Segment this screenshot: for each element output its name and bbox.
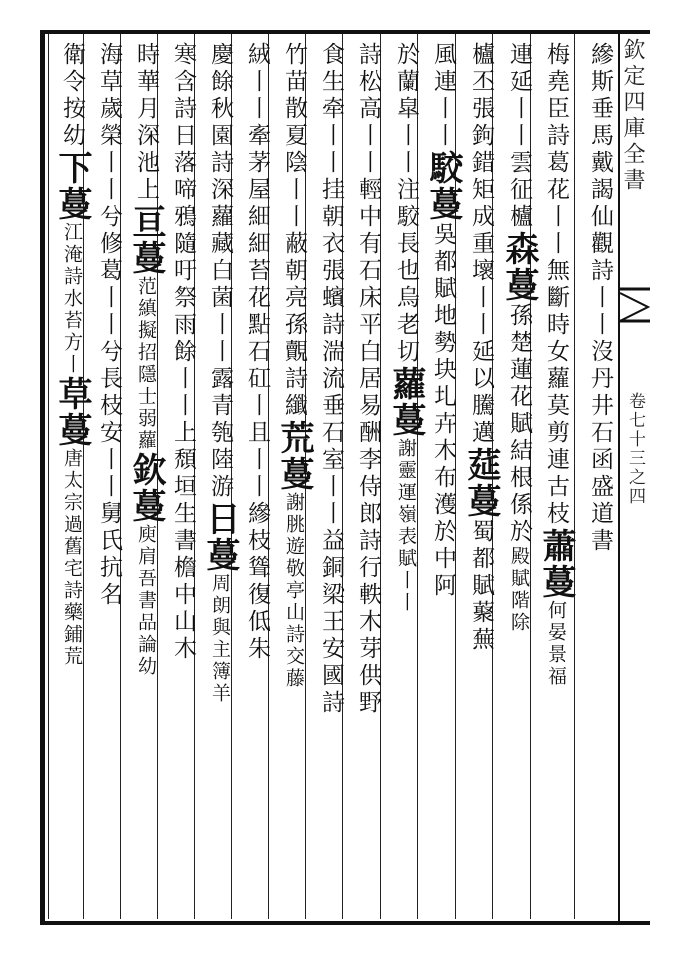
entry-headword: 蕭蔓 [536,528,576,600]
entry-headword: 欽蔓 [126,452,166,524]
body-text: 詩松高丨丨輕中有石床平白居易酬李侍郎詩行軼木芽供野 [355,42,381,717]
body-text: 縿斯垂馬戴謁仙觀詩丨丨沒丹井石函盛道書 [587,42,613,555]
text-column-6 [386,42,426,912]
body-text: 連延丨丨雲征櫨 [506,42,532,231]
annotation-text: 謝靈運嶺表賦丨丨 [395,438,417,614]
body-text: 孫楚蓮花賦結根係於 [506,303,532,546]
entry-headword: 日蔓 [200,501,240,573]
body-text: 丨且丨丨縿枝聳復低朱 [244,393,270,663]
volume-label: 卷七十三之四 [625,392,645,506]
text-column-3 [499,42,539,912]
body-text: 生書檐中山木 [170,501,196,663]
entry-headword: 莚蔓 [461,447,501,519]
body-text: 絨丨丨牽茅屋細細苔花點石矼 [244,42,270,393]
text-column-8 [311,42,351,912]
text-column-13 [126,42,166,912]
text-column-15 [52,42,92,912]
annotation-text: 殿賦階除 [508,546,530,634]
body-text: 重壞丨丨延以騰邁 [468,231,494,447]
body-text: 吳都賦地勢块圠卉木 [430,222,456,465]
body-text: 安丨丨舅氏抗名 [96,420,122,609]
fish-tail-icon [620,285,650,325]
body-text: 梅堯臣詩葛花丨丨無斷時女蘿莫剪連古枝 [543,42,569,528]
entry-headword: 蘿蔓 [386,366,426,438]
annotation-text: 謝朓遊敬亭山詩交藤 [283,492,305,690]
entry-headword: 草蔓 [52,376,92,448]
entry-headword: 亘蔓 [126,204,166,276]
body-text: 蜀都賦藂蕪 [468,519,494,654]
body-text: 食生牵丨丨挂朝衣張蠙詩湍流垂石室丨丨益銅梁王安國詩 [318,42,344,717]
text-column-11 [200,42,240,912]
entry-headword: 荒蔓 [274,420,314,492]
annotation-text: 范縝擬招隱士弱蘿 [135,276,157,452]
text-column-14 [89,42,129,912]
text-column-9 [274,42,314,912]
text-column-4 [461,42,501,912]
text-column-1 [580,42,620,912]
body-text: 竹苗散夏陰丨丨蔽朝亮孫覿詩纖 [281,42,307,420]
text-column-12 [163,42,203,912]
column-divider [48,34,49,919]
body-text: 於蘭皐 [393,42,419,123]
body-text: 兮修葛丨丨兮長枝 [96,204,122,420]
fish-tail-mark [620,285,650,325]
body-text: 櫨丕張鉤錯矩成 [468,42,494,231]
annotation-text: 江淹詩水苔方丨 [61,222,83,376]
body-text: 布濩於中阿 [430,465,456,600]
body-text: 丨丨注駮長也烏老切 [393,123,419,366]
text-column-10 [237,42,277,912]
body-text: 風連丨丨 [430,42,456,150]
body-text: 衛令按幼 [59,42,85,150]
entry-headword: 駮蔓 [423,150,463,222]
book-title: 欽定四庫全書 [620,38,645,194]
text-column-2 [536,42,576,912]
annotation-text: 周朗與主簿羊 [209,573,231,705]
entry-headword: 森蔓 [499,231,539,303]
text-column-5 [423,42,463,912]
text-column-7 [348,42,388,912]
annotation-text: 何晏景福 [545,600,567,688]
body-text: 寒含詩日落啼鴉隨吁祭雨餘丨丨上頹垣 [170,42,196,501]
body-text: 海草歲榮丨丨 [96,42,122,204]
body-text: 慶餘秋園詩深蘿藏白菌丨丨露青匏陸游 [207,42,233,501]
entry-headword: 下蔓 [52,150,92,222]
annotation-text: 庾肩吾書品論幼 [135,524,157,678]
body-text: 時華月深池上 [133,42,159,204]
annotation-text: 唐太宗過舊宅詩藥鋪荒 [61,448,83,668]
